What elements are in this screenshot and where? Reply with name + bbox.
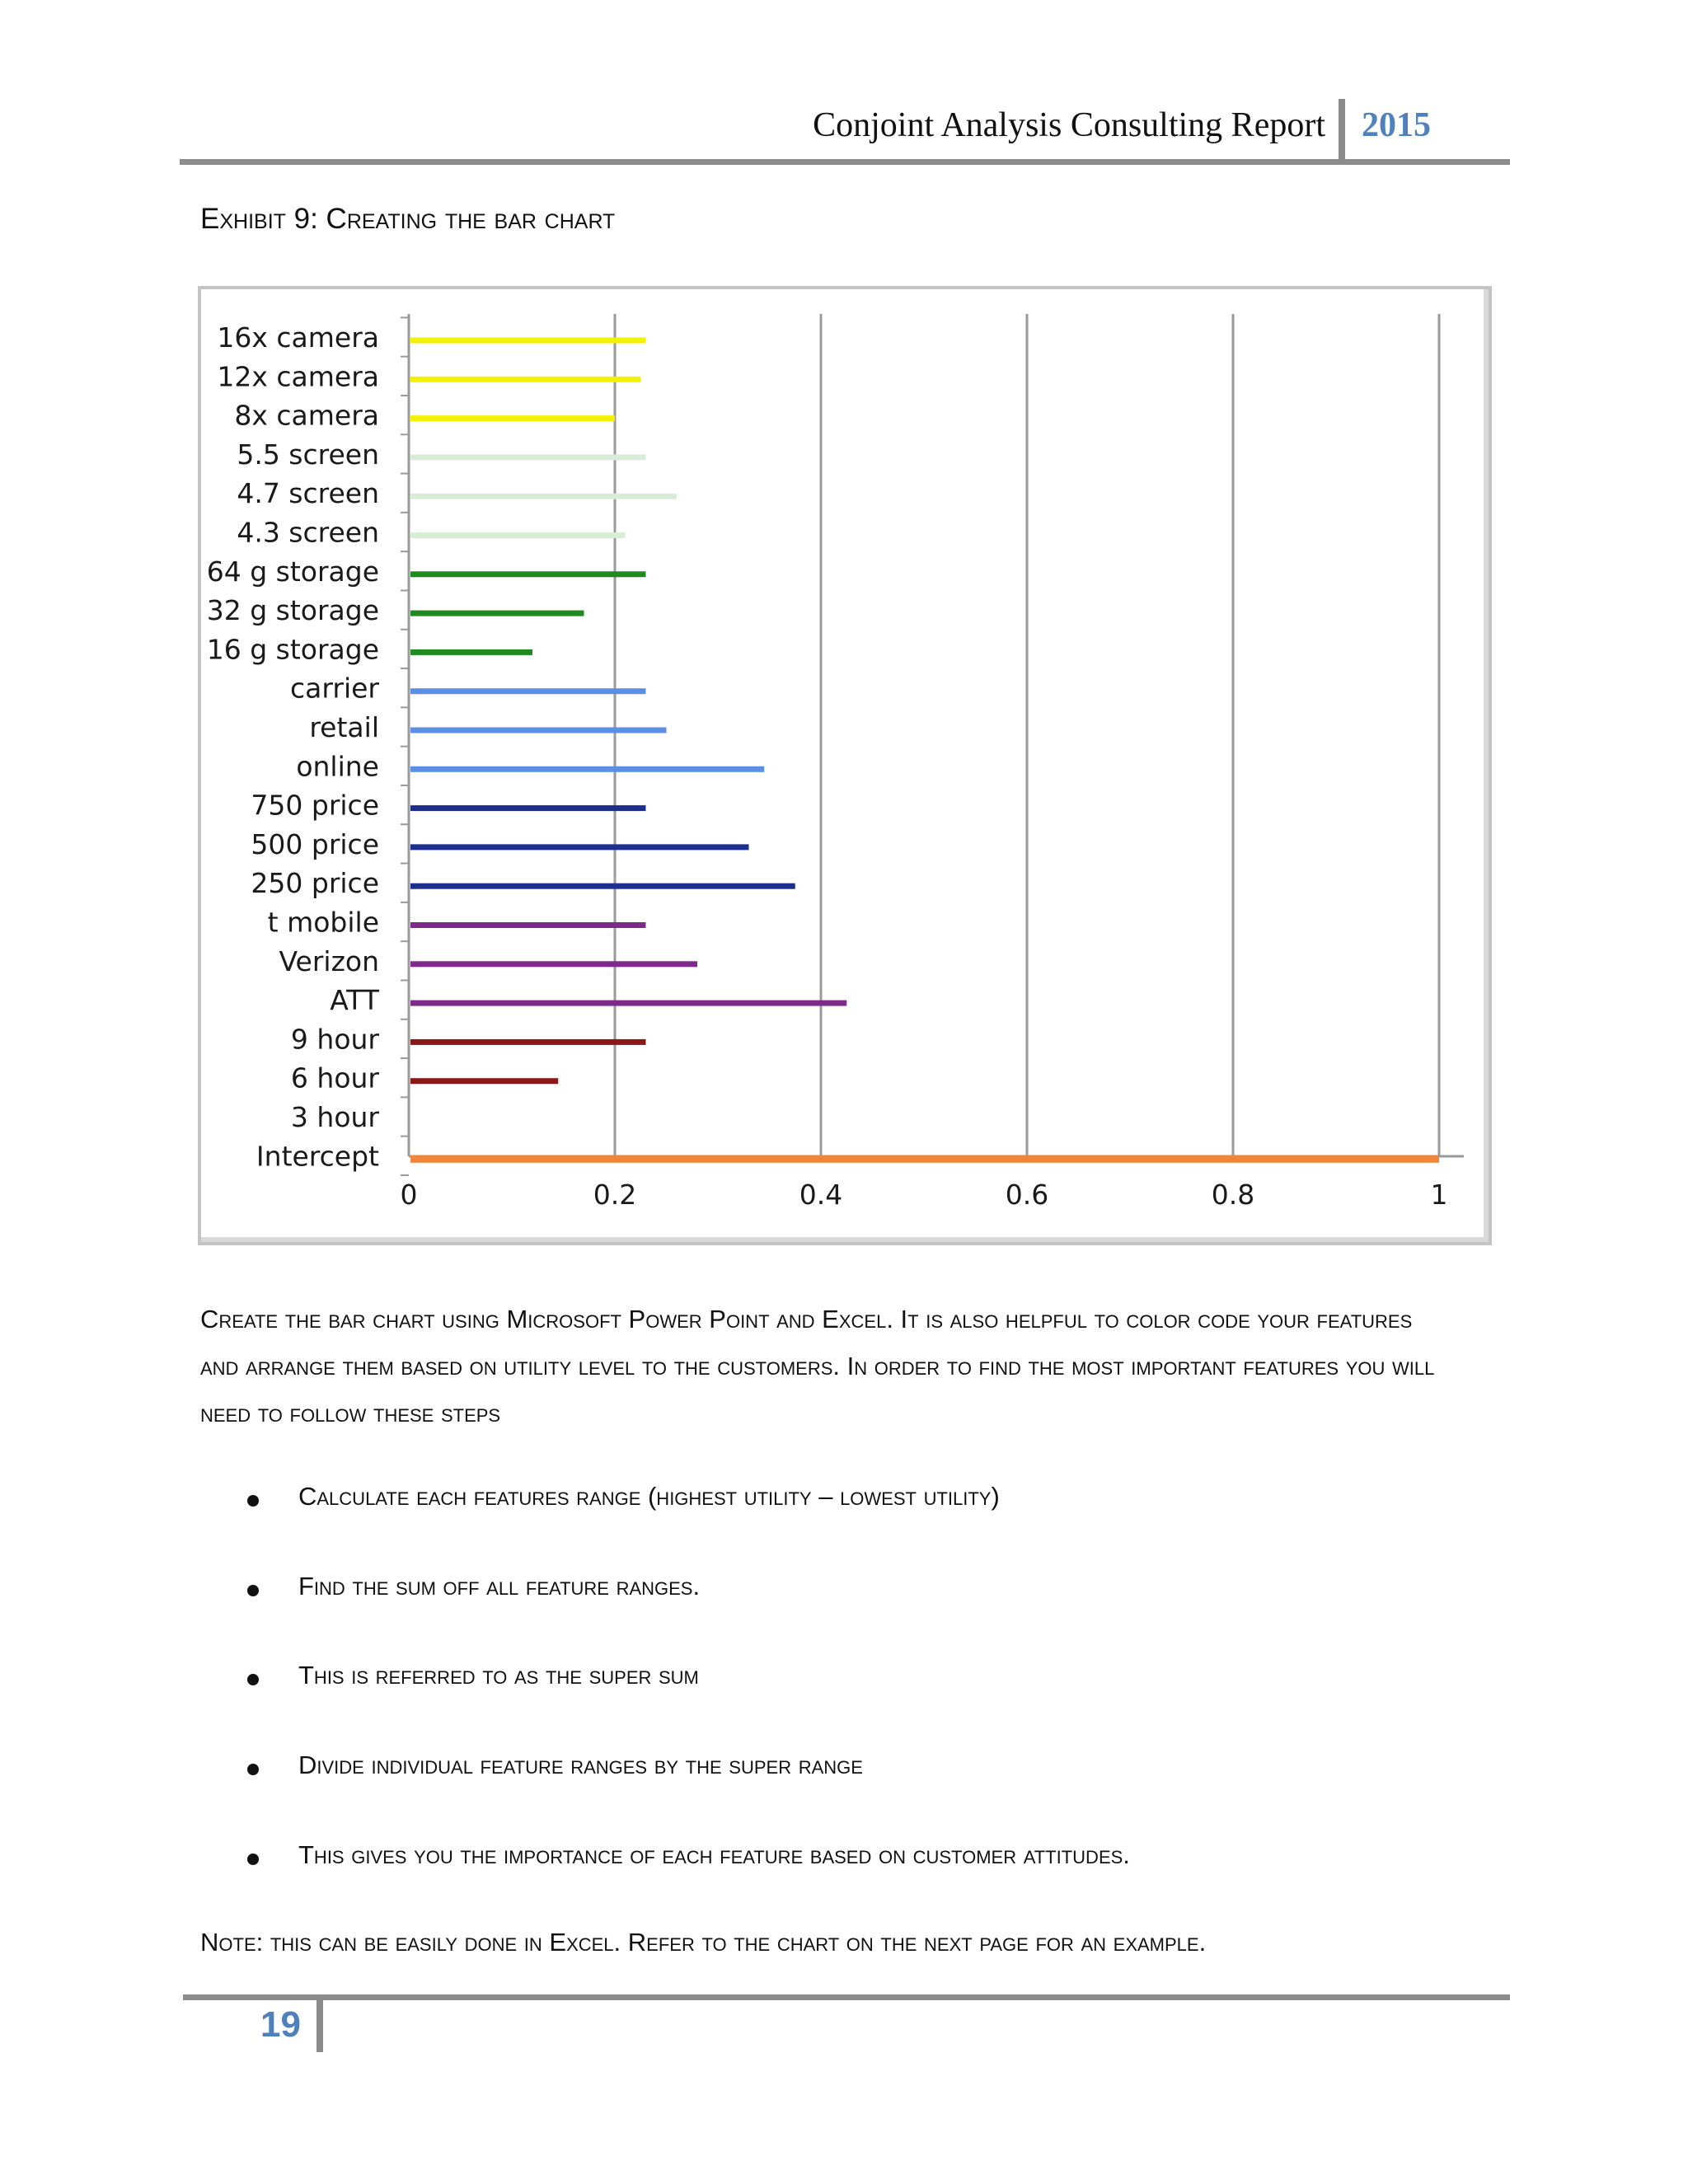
bar	[410, 883, 795, 889]
bar	[410, 649, 532, 655]
x-tick-label: 0.2	[593, 1179, 637, 1211]
x-tick-label: 0.8	[1211, 1179, 1255, 1211]
header-rule	[180, 159, 1510, 165]
bar	[410, 377, 640, 382]
bar	[410, 688, 646, 694]
category-label: t mobile	[267, 906, 379, 939]
category-label: 9 hour	[290, 1023, 379, 1056]
bar	[410, 805, 646, 811]
category-label: 250 price	[251, 867, 379, 900]
category-label: ATT	[330, 984, 379, 1017]
bullet-dot	[247, 1764, 259, 1775]
report-title: Conjoint Analysis Consulting Report	[813, 106, 1325, 144]
bar-chart-svg	[201, 289, 1489, 1242]
category-label: 4.7 screen	[237, 477, 379, 510]
category-label: Intercept	[256, 1140, 379, 1173]
category-label: 4.3 screen	[237, 516, 379, 549]
exhibit-caption: Exhibit 9: Creating the bar chart	[200, 203, 616, 235]
category-label: 5.5 screen	[237, 438, 379, 471]
category-label: Verizon	[279, 944, 379, 977]
list-item: This is referred to as the super sum	[298, 1661, 699, 1690]
category-label: carrier	[290, 672, 379, 705]
category-label: 32 g storage	[206, 594, 379, 627]
category-label: 16x camera	[217, 321, 379, 354]
note-text: Note: this can be easily done in Excel. Refer to the chart on the next page for an example.	[200, 1928, 1207, 1957]
bar	[410, 611, 584, 616]
bar	[410, 1001, 846, 1006]
category-label: 3 hour	[290, 1101, 379, 1133]
footer-rule	[183, 1994, 1510, 2000]
bullet-dot	[247, 1585, 259, 1596]
bullet-dot	[247, 1854, 259, 1865]
bar	[410, 532, 626, 538]
bar	[410, 922, 646, 928]
bar	[410, 1078, 558, 1084]
bar	[410, 766, 764, 772]
bar	[410, 494, 677, 499]
bar	[410, 961, 697, 967]
x-tick-label: 0.4	[799, 1179, 843, 1211]
bar	[410, 1039, 646, 1045]
footer-separator	[316, 1998, 323, 2052]
category-label: 750 price	[251, 789, 379, 822]
bar	[410, 1155, 1439, 1163]
instructions-paragraph: Create the bar chart using Microsoft Power Point and Excel. It is also helpful to color code your features and arrange them based on utility level to the customers. In order to find the most important features you will need to follow these steps	[200, 1305, 1435, 1427]
bullet-dot	[247, 1674, 259, 1685]
x-tick-label: 0	[400, 1179, 418, 1211]
bar	[410, 844, 749, 850]
header-separator	[1339, 99, 1345, 162]
category-label: 16 g storage	[206, 633, 379, 666]
category-label: 64 g storage	[206, 555, 379, 588]
category-label: online	[296, 750, 379, 783]
x-tick-label: 0.6	[1005, 1179, 1049, 1211]
list-item: Calculate each features range (highest utility – lowest utility)	[298, 1482, 1000, 1511]
page-number: 19	[260, 2004, 301, 2045]
bar	[410, 728, 667, 733]
category-label: 6 hour	[290, 1062, 379, 1094]
category-label: 12x camera	[217, 360, 379, 393]
bar	[410, 571, 646, 577]
list-item: Find the sum off all feature ranges.	[298, 1572, 701, 1601]
bar	[410, 454, 646, 460]
category-label: 500 price	[251, 827, 379, 860]
bar	[410, 338, 646, 344]
list-item: This gives you the importance of each feature based on customer attitudes.	[298, 1840, 1130, 1869]
x-tick-label: 1	[1430, 1179, 1448, 1211]
list-item: Divide individual feature ranges by the super range	[298, 1750, 863, 1779]
utility-bar-chart	[198, 286, 1492, 1245]
category-label: 8x camera	[234, 399, 379, 432]
bar	[410, 415, 615, 421]
category-label: retail	[309, 711, 379, 743]
bullet-dot	[247, 1495, 259, 1507]
report-year: 2015	[1362, 106, 1431, 144]
